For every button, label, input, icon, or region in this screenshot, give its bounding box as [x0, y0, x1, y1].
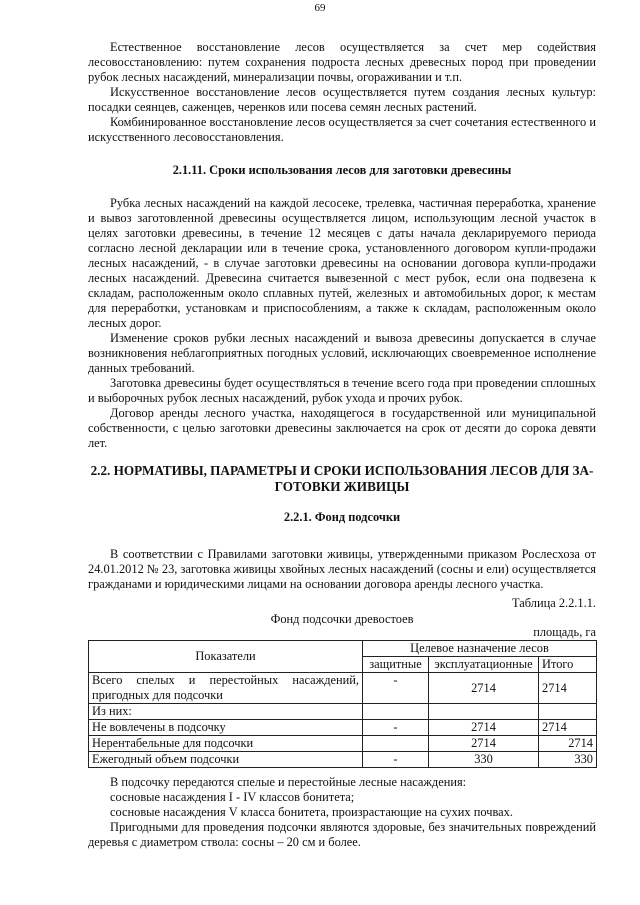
table-row: [89, 736, 597, 752]
row-label: Из них:: [89, 704, 363, 720]
paragraph: Пригодными для проведения подсочки являются здоровые, без значительных повреждений деревья с диаметром ствола: сосны – 20 см и более.: [88, 820, 596, 849]
table-row: [89, 720, 597, 736]
section-heading-2-2-line1: 2.2. НОРМАТИВЫ, ПАРАМЕТРЫ И СРОКИ ИСПОЛЬЗОВАНИЯ ЛЕСОВ ДЛЯ ЗА-: [90, 463, 594, 478]
forest-tapping-table: [88, 640, 597, 768]
row-label: Не вовлечены в подсочку: [89, 720, 363, 736]
paragraph: Заготовка древесины будет осуществляться в течение всего года при проведении сплошных и выборочных рубок лесных насаждений, рубок ухода и прочих рубок.: [88, 376, 596, 405]
paragraph: Изменение сроков рубки лесных насаждений и вывоза древесины допускается в случае возникновения неблагоприятных погодных условий, исключающих своевременное исполнение данных требований.: [88, 331, 596, 375]
row-label: Ежегодный объем подсочки: [89, 752, 363, 768]
intro-block: [88, 40, 596, 145]
section-heading-2-1-11: 2.1.11. Сроки использования лесов для заготовки древесины: [172, 163, 512, 177]
row-label: Нерентабельные для подсочки: [89, 736, 363, 752]
cell-exploitation: 2714: [429, 720, 539, 736]
after-table-block: [88, 775, 596, 850]
section-2-2-heading: [88, 463, 596, 495]
page-number: 69: [314, 2, 326, 14]
cell-exploitation: 2714: [429, 673, 539, 704]
paragraph: В соответствии с Правилами заготовки живицы, утвержденными приказом Рослесхоза от 24.01.2012 № 23, заготовка живицы хвойных лесных насаждений (сосны и ели) осуществляется гражданами и юридическими лицами на основании договора аренды лесного участка.: [88, 547, 596, 591]
table-row: [89, 704, 597, 720]
cell-total: 330: [539, 752, 597, 768]
section-heading: [88, 163, 596, 178]
header-indicators: Показатели: [89, 641, 363, 673]
section-2-2-body: [88, 547, 596, 592]
header-protective: защитные: [363, 657, 429, 673]
table-header-row: [89, 641, 597, 657]
cell-protective: [363, 736, 429, 752]
cell-protective: -: [363, 752, 429, 768]
cell-total: [539, 704, 597, 720]
cell-exploitation: 330: [429, 752, 539, 768]
cell-exploitation: 2714: [429, 736, 539, 752]
row-label: Всего спелых и перестойных насаждений, пригодных для подсочки: [89, 673, 363, 704]
header-total: Итого: [539, 657, 597, 673]
table-units: площадь, га: [533, 625, 596, 639]
section-2-1-11-body: [88, 196, 596, 451]
table-container: [88, 640, 596, 768]
cell-exploitation: [429, 704, 539, 720]
cell-total: 2714: [539, 673, 597, 704]
paragraph: Искусственное восстановление лесов осуществляется путем создания лесных культур: посадки сеянцев, саженцев, черенков или посева семян лесных растений.: [88, 85, 596, 114]
paragraph: В подсочку передаются спелые и перестойные лесные насаждения:: [110, 775, 467, 789]
table-row: [89, 752, 597, 768]
cell-total: 2714: [539, 720, 597, 736]
table-title: Фонд подсочки древостоев: [270, 612, 414, 626]
paragraph: сосновые насаждения V класса бонитета, произрастающие на сухих почвах.: [110, 805, 513, 819]
table-label: Таблица 2.2.1.1.: [512, 596, 596, 610]
subsection-heading-2-2-1: 2.2.1. Фонд подсочки: [283, 510, 401, 524]
header-exploitation: эксплуатационные: [429, 657, 539, 673]
header-group: Целевое назначение лесов: [363, 641, 597, 657]
paragraph: сосновые насаждения I - IV классов бонитета;: [110, 790, 355, 804]
cell-total: 2714: [539, 736, 597, 752]
paragraph: Договор аренды лесного участка, находящегося в государственной или муниципальной собственности, с целью заготовки древесины заключается на срок от десяти до сорока девяти лет.: [88, 406, 596, 450]
paragraph: Рубка лесных насаждений на каждой лесосеке, трелевка, частичная переработка, хранение и вывоз заготовленной древесины осуществляется лицом, использующим лесной участок в целях заготовки древесины, в течение 12 месяцев с даты начала декларируемого периода согласно лесной декларации или в течение срока, установленного договором купли-продажи лесных насаждений, - в случае заготовки древесины на основании договора купли-продажи лесных насаждений. Древесина считается вывезенной с мест рубок, если она подвезена к складам, расположенным около сплавных путей, железных и автомобильных дорог, к местам для переработки, установкам и приспособлениям, а также к складам, расположенным около лесных дорог.: [88, 196, 596, 330]
subsection-heading: [88, 510, 596, 525]
cell-protective: -: [363, 673, 429, 704]
paragraph: Естественное восстановление лесов осуществляется за счет мер содействия лесовосстановлению: путем сохранения подроста лесных древесных пород при проведении рубок лесных насаждений, минерализации почвы, огораживании и т.п.: [88, 40, 596, 84]
cell-protective: [363, 704, 429, 720]
cell-protective: -: [363, 720, 429, 736]
section-heading-2-2-line2: ГОТОВКИ ЖИВИЦЫ: [274, 479, 410, 494]
table-row: [89, 673, 597, 704]
paragraph: Комбинированное восстановление лесов осуществляется за счет сочетания естественного и искусственного лесовосстановления.: [88, 115, 596, 144]
